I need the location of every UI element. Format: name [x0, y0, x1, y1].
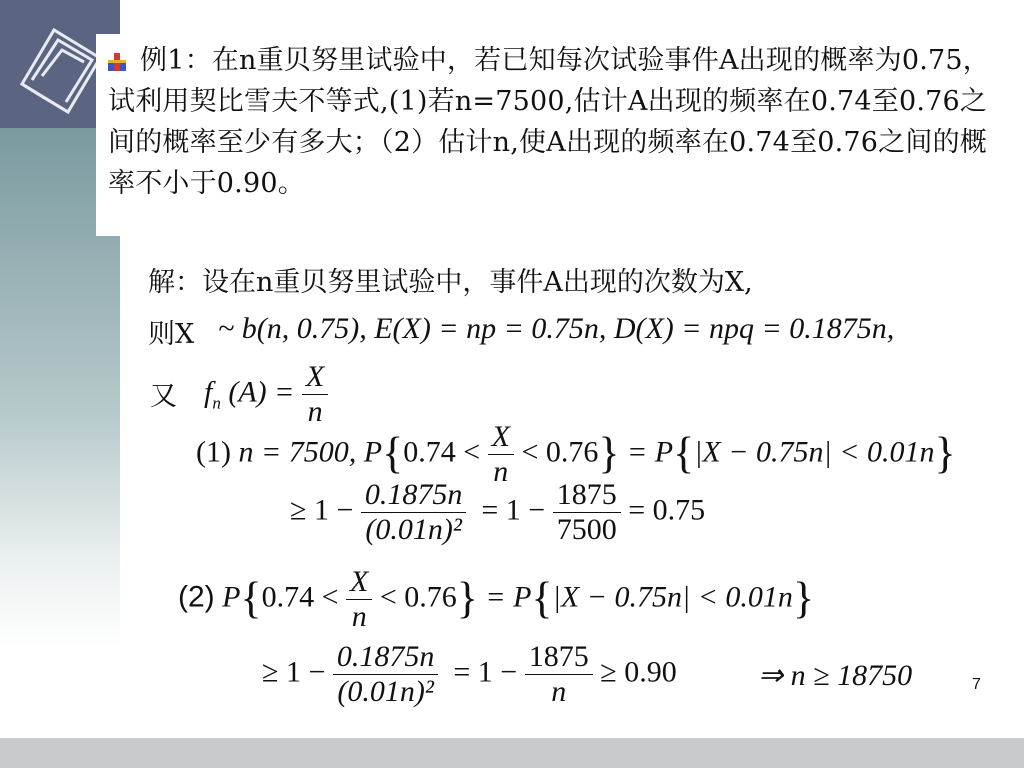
problem-statement — [108, 40, 1013, 204]
part2-inequality — [262, 640, 677, 709]
ineq2-den: (0.01n)² — [337, 675, 434, 708]
part1-label: (1) — [196, 435, 231, 469]
frac-numerator: X — [305, 360, 325, 393]
part1-equals: = P — [626, 435, 674, 469]
ineq1-result: = 0.75 — [628, 493, 706, 527]
f-subscript: n — [212, 393, 221, 413]
ineq1-num: 0.1875n — [364, 478, 463, 511]
part1-upper: < 0.76 — [521, 435, 599, 469]
ineq2-eq: = 1 − — [453, 655, 518, 689]
part2-abs: |X − 0.75n| < 0.01n — [552, 580, 793, 614]
f-symbol: f — [204, 375, 213, 409]
part1-equation: (1) n = 7500, P{0.74 < $\frac{X}{n}$ < 0.76} = P{|X − 0.75n| < 0.01n} — [196, 420, 956, 488]
slide-number: 7 — [972, 676, 981, 693]
f-argument: (A) = — [228, 375, 295, 409]
part2-upper: < 0.76 — [379, 580, 457, 614]
solution-line-3-prefix: 又 — [150, 381, 177, 412]
part2-equation: (2) P{0.74 < $\frac{X}{n}$ < 0.76} = P{|X − 0.75n| < 0.01n} — [178, 565, 815, 633]
part1-frac-num: X — [491, 420, 510, 453]
distribution-formula: ~ b(n, 0.75), E(X) = np = 0.75n, D(X) = npq = 0.1875n, — [218, 312, 895, 345]
part2-p: P — [222, 580, 241, 614]
ineq1-num2: 1875 — [556, 478, 617, 511]
part1-frac-den: n — [493, 455, 509, 488]
conclusion: ⇒ n ≥ 18750 — [758, 659, 913, 692]
part2-frac-den: n — [351, 600, 367, 633]
part2-lower: 0.74 < — [261, 580, 339, 614]
part1-inequality — [290, 478, 705, 547]
part2-equals: = P — [485, 580, 532, 614]
frequency-definition — [204, 360, 328, 429]
solution-line-2-prefix: 则X — [148, 319, 195, 350]
ineq2-ge: ≥ 1 − — [262, 655, 326, 689]
ineq2-den2: n — [551, 675, 567, 708]
frac-denominator: n — [307, 395, 323, 428]
ineq1-eq: = 1 − — [481, 493, 546, 527]
ineq1-den2: 7500 — [556, 513, 617, 546]
ineq1-den: (0.01n)² — [365, 513, 462, 546]
ineq2-result: ≥ 0.90 — [600, 655, 677, 689]
ineq1-ge: ≥ 1 − — [290, 493, 354, 527]
problem-text: 例1：在n重贝努里试验中，若已知每次试验事件A出现的概率为0.75，试利用契比雪夫不等式,(1)若n=7500,估计A出现的频率在0.74至0.76之间的概率至少有多大；（2）估计n,使A出现的频率在0.74至0.76之间的概率不小于0.90。 — [108, 45, 990, 199]
part2-label: (2) — [178, 580, 215, 614]
solution-line-1: 解：设在n重贝努里试验中，事件A出现的次数为X, — [148, 267, 753, 298]
part1-abs: |X − 0.75n| < 0.01n — [694, 435, 935, 469]
part1-setup: n = 7500, P — [238, 435, 383, 469]
bullet-icon — [108, 53, 126, 71]
ineq2-num2: 1875 — [528, 640, 589, 673]
ineq2-num: 0.1875n — [336, 640, 435, 673]
part2-frac-num: X — [350, 565, 369, 598]
footer-bar — [0, 738, 1024, 768]
part1-lower: 0.74 < — [403, 435, 481, 469]
